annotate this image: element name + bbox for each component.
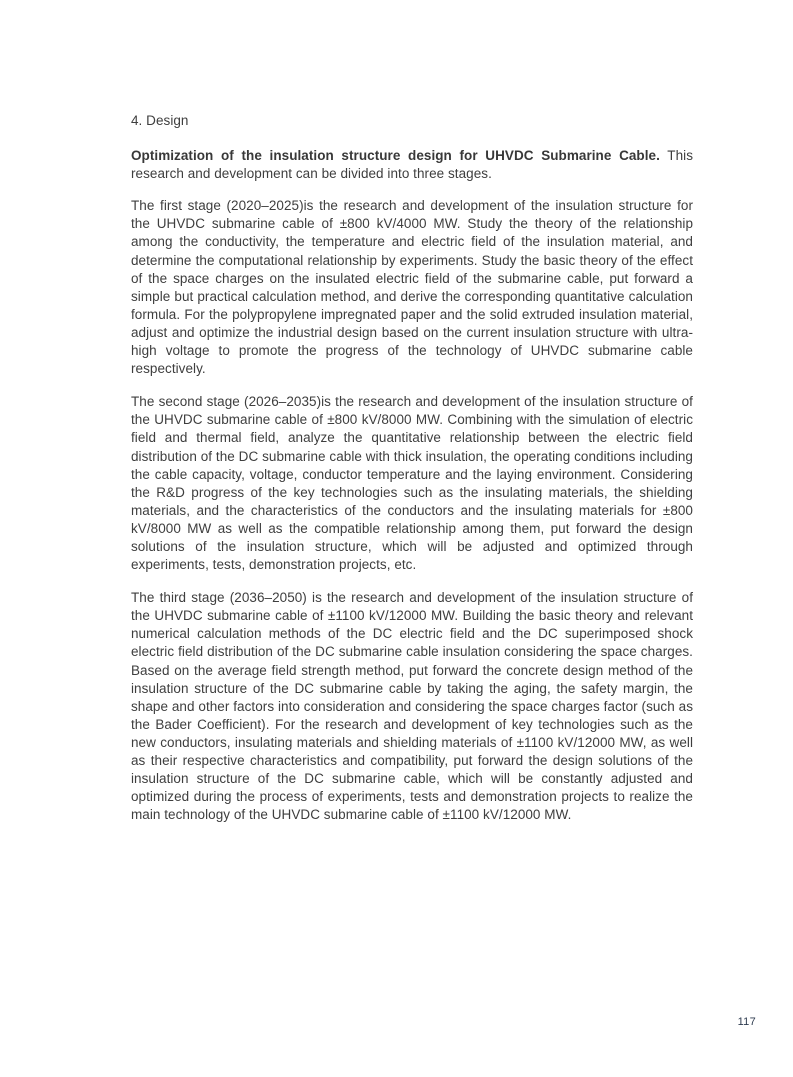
section-heading: 4. Design [131, 113, 189, 128]
paragraph-stage-1: The first stage (2020–2025)is the research and development of the insulation structure for the UHVDC submarine cable of ±800 kV/4000 MW. Study the theory of the relationship among the conductivity, the temperature and electric field of the insulation material, and determine the computational relationship by experiments. Study the basic theory of the effect of the space charges on the insulated electric field of the submarine cable, put forward a simple but practical calculation method, and derive the corresponding quantitative calculation formula. For the polypropylene impregnated paper and the solid extruded insulation material, adjust and optimize the industrial design based on the current insulation structure with ultra-high voltage to promote the progress of the technology of UHVDC submarine cable respectively. [131, 198, 693, 377]
lead-paragraph [131, 147, 693, 183]
paragraph-stage-3: The third stage (2036–2050) is the research and development of the insulation structure of the UHVDC submarine cable of ±1100 kV/12000 MW. Building the basic theory and relevant numerical calculation methods of the DC electric field and the DC superimposed shock electric field distribution of the DC submarine cable insulation considering the space charges. Based on the average field strength method, put forward the concrete design method of the insulation structure of the DC submarine cable by taking the aging, the safety margin, the shape and other factors into consideration and considering the space charges factor (such as the Bader Coefficient). For the research and development of key technologies such as the new conductors, insulating materials and shielding materials of ±1100 kV/12000 MW, as well as their respective characteristics and compatibility, put forward the design solutions of the insulation structure of the DC submarine cable, which will be constantly adjusted and optimized during the process of experiments, tests and demonstration projects to realize the main technology of the UHVDC submarine cable of ±1100 kV/12000 MW. [131, 590, 693, 823]
lead-paragraph-rest: This research and development can be divided into three stages. [131, 148, 693, 182]
page-number: 117 [737, 1016, 756, 1028]
text-column [131, 112, 693, 839]
lead-paragraph-bold-title: Optimization of the insulation structure design for UHVDC Submarine Cable. [131, 148, 660, 164]
paragraph-stage-2: The second stage (2026–2035)is the research and development of the insulation structure of the UHVDC submarine cable of ±800 kV/8000 MW. Combining with the simulation of electric field and thermal field, analyze the quantitative relationship between the electric field distribution of the DC submarine cable with thick insulation, the operating conditions including the cable capacity, voltage, conductor temperature and the laying environment. Considering the R&D progress of the key technologies such as the insulating materials, the shielding materials, and the characteristics of the conductors and the insulating materials for ±800 kV/8000 MW as well as the compatible relationship among them, put forward the design solutions of the insulation structure, which will be adjusted and optimized through experiments, tests, demonstration projects, etc. [131, 394, 693, 573]
